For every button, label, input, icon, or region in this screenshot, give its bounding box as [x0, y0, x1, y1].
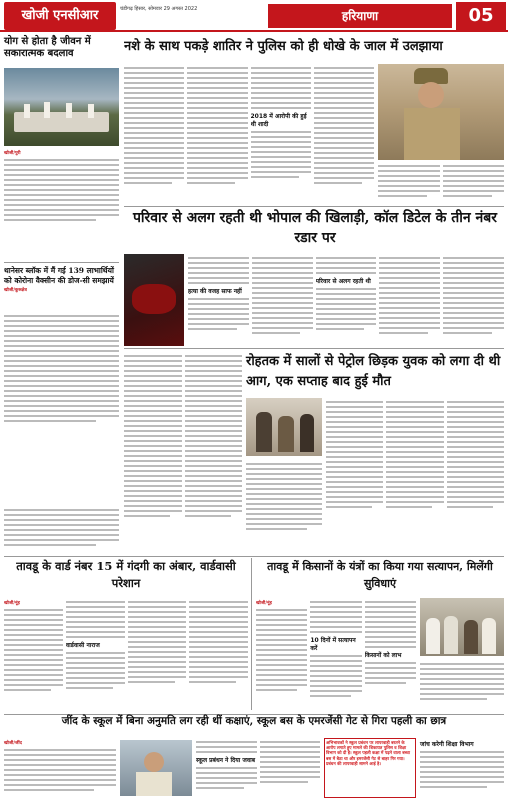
callout-text: अभिभावकों ने स्कूल प्रबंधन पर लापरवाही बरतने के आरोप लगाते हुए मामले की शिकायत पुलिस व शिक्षा विभाग को दी है। स्कूल पहली कक्षा में पढ़ने वाला बच्चा बस में बैठा था और इमरजेंसी गेट से बाहर गिर गया। प्रबंधन की लापरवाही सामने आई है।	[326, 740, 410, 766]
rohtak-photo	[246, 398, 322, 456]
tavdu-farmers-body	[256, 598, 416, 710]
subhead-6: किसानों को लाभ	[364, 652, 402, 659]
bhopal-headline-block	[130, 208, 500, 250]
jind-body-mid	[196, 738, 320, 798]
divider	[251, 558, 252, 710]
tavdu-farmers-headline-block	[256, 558, 504, 594]
farmers-photo	[420, 598, 504, 656]
farmers-photo-caption	[420, 660, 504, 710]
yoga-byline: खोजी/पुरी	[4, 151, 21, 156]
dateline: चंडीगढ़ हिसार, सोमवार 29 अगस्त 2022	[120, 6, 198, 12]
bhopal-headline: परिवार से अलग रहती थी भोपाल की खिलाड़ी, कॉल डिटेल के तीन नंबर रडार पर	[132, 210, 498, 246]
sherlock-headline: नशे के साथ पकड़े शातिर ने पुलिस को ही धोखे के जाल में उलझाया	[124, 39, 443, 54]
sherlock-body	[124, 64, 374, 204]
sherlock-body-right	[378, 162, 504, 200]
divider	[124, 348, 504, 349]
yoga-body	[4, 148, 119, 224]
thanesar-headline: थानेसर ब्लॉक में मैं गई 139 लाभार्थियों को कोरोना वैक्सीन की डोज-सी समझायें	[4, 266, 114, 285]
subhead-5: 10 दिनों में सत्यापन करें	[310, 637, 356, 652]
police-officer-photo	[378, 64, 504, 160]
divider	[4, 262, 119, 263]
divider	[124, 206, 504, 207]
thanesar-body	[4, 312, 119, 425]
page-number: 05	[456, 2, 506, 30]
yoga-photo	[4, 68, 119, 146]
yoga-headline: योग से होता है जीवन में सकारात्मक बदलाव	[4, 36, 91, 59]
callout-box	[324, 738, 416, 798]
jind-byline: खोजी/जींद	[4, 741, 22, 746]
jind-headline: जींद के स्कूल में बिना अनुमति लग रही थीं कक्षाएं, स्कूल बस के एमरजेंसी गेट से गिरा पहली का छात्र	[61, 715, 447, 727]
tavdu-ward-headline-block	[4, 558, 248, 594]
thanesar-byline: खोजी/कुरुक्षेत्र	[4, 288, 27, 293]
tavdu-ward-body	[4, 598, 248, 710]
subhead-7: स्कूल प्रबंधन ने दिया जवाब	[196, 757, 256, 764]
section-title: हरियाणा	[268, 4, 452, 28]
school-student-photo	[120, 740, 192, 796]
subhead-8: जांच करेगी शिक्षा विभाग	[420, 741, 474, 748]
subhead-3: परिवार से अलग रहती थी	[315, 278, 371, 285]
subhead-1: 2018 में आरोपी की हुई थी शादी	[250, 113, 307, 128]
jind-headline-block	[4, 716, 504, 736]
yoga-headline-block	[4, 36, 119, 66]
sherlock-headline-block	[124, 36, 504, 60]
subhead-2: हत्या की वजह साफ नहीं	[188, 288, 242, 295]
rohtak-headline-block	[246, 352, 504, 394]
newspaper-logo: खोजी एनसीआर	[4, 2, 116, 30]
crime-scene-photo	[124, 254, 184, 346]
tavdu-farmers-byline: खोजी/नूंह	[256, 601, 272, 606]
thanesar-body-end	[4, 506, 119, 554]
bhopal-body	[188, 254, 504, 346]
rohtak-body-mid	[246, 460, 322, 552]
tavdu-ward-byline: खोजी/नूंह	[4, 601, 20, 606]
tavdu-farmers-headline: तावडू में किसानों के यंत्रों का किया गया सत्यापन, मिलेंगी सुविधाएं	[267, 560, 493, 590]
rohtak-body	[326, 398, 504, 552]
jind-body-right	[420, 738, 504, 798]
subhead-4: वार्डवासी नाराज	[65, 642, 100, 649]
rohtak-headline: रोहतक में सालों से पेट्रोल छिड़क युवक को लगा दी थी आग, एक सप्ताह बाद हुई मौत	[246, 354, 501, 389]
jind-body-left	[4, 738, 116, 798]
rohtak-body-left	[124, 352, 242, 552]
tavdu-ward-headline: तावडू के वार्ड नंबर 15 में गंदगी का अंबार, वार्डवासी परेशान	[16, 559, 236, 590]
divider	[4, 556, 504, 557]
thanesar-headline-block	[4, 266, 119, 295]
